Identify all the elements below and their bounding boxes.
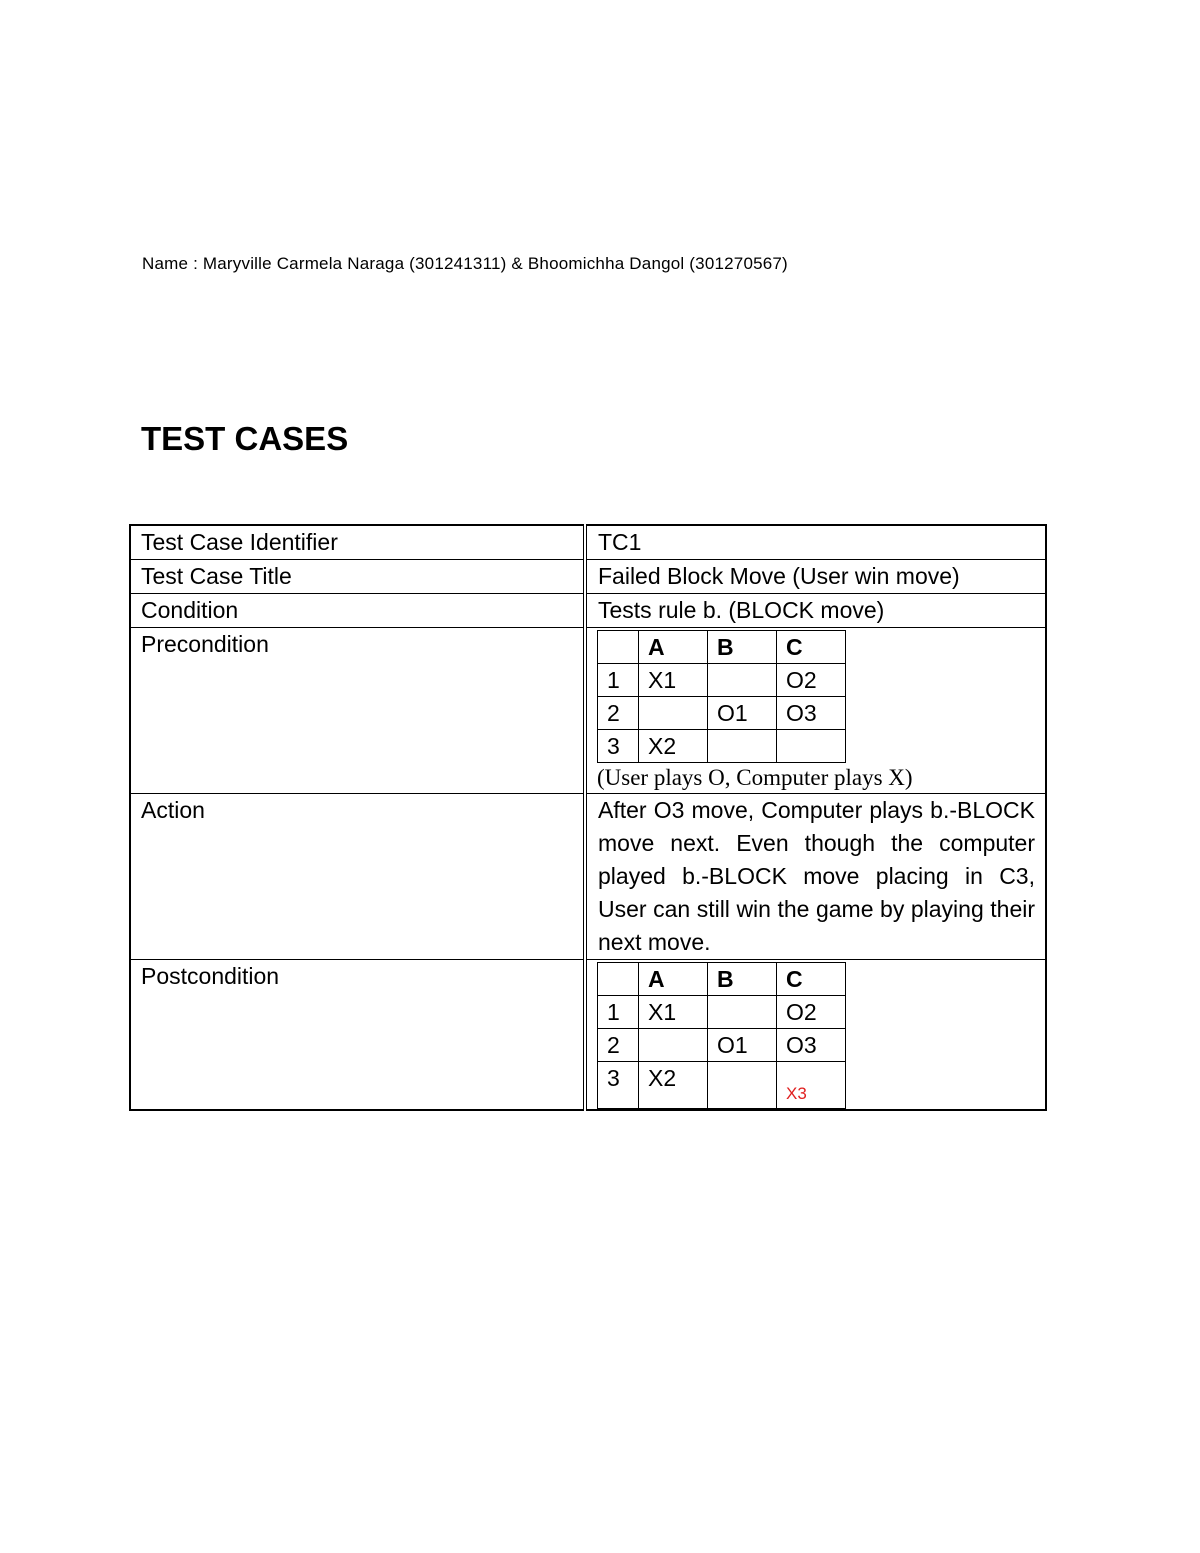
precondition-grid — [597, 630, 846, 763]
grid-header: A — [639, 963, 708, 996]
row-precondition — [130, 628, 1046, 794]
title-value: Failed Block Move (User win move) — [585, 560, 1046, 594]
grid-cell — [708, 664, 777, 697]
grid-header — [598, 631, 639, 664]
grid-cell: 2 — [598, 1029, 639, 1062]
grid-cell — [708, 730, 777, 763]
grid-header: B — [708, 963, 777, 996]
grid-cell: O1 — [708, 697, 777, 730]
grid-cell: X2 — [639, 730, 708, 763]
grid-cell: 3 — [598, 1062, 639, 1109]
grid-cell: 2 — [598, 697, 639, 730]
grid-header: C — [777, 963, 846, 996]
postcondition-grid — [597, 962, 846, 1109]
action-value: After O3 move, Computer plays b.-BLOCK move next. Even though the computer played b.-BLOCK move placing in C3, User can still win the game by playing their next move. — [585, 794, 1046, 960]
precondition-label: Precondition — [130, 628, 585, 794]
grid-cell: 3 — [598, 730, 639, 763]
postcondition-value — [585, 960, 1046, 1111]
row-title — [130, 560, 1046, 594]
identifier-value: TC1 — [585, 525, 1046, 560]
page-title: TEST CASES — [141, 420, 349, 457]
grid-cell: 1 — [598, 996, 639, 1029]
row-postcondition — [130, 960, 1046, 1111]
grid-cell: O3 — [777, 697, 846, 730]
grid-header: B — [708, 631, 777, 664]
precondition-value — [585, 628, 1046, 794]
grid-cell — [639, 697, 708, 730]
identifier-label: Test Case Identifier — [130, 525, 585, 560]
grid-cell: X1 — [639, 996, 708, 1029]
test-case-table — [129, 524, 1047, 1111]
condition-label: Condition — [130, 594, 585, 628]
grid-cell — [777, 730, 846, 763]
action-label: Action — [130, 794, 585, 960]
postcondition-label: Postcondition — [130, 960, 585, 1111]
grid-cell: 1 — [598, 664, 639, 697]
grid-cell — [639, 1029, 708, 1062]
precondition-note: (User plays O, Computer plays X) — [597, 765, 913, 790]
grid-cell: O2 — [777, 664, 846, 697]
grid-cell — [708, 1062, 777, 1109]
title-label: Test Case Title — [130, 560, 585, 594]
grid-header: C — [777, 631, 846, 664]
grid-header: A — [639, 631, 708, 664]
grid-cell-c3 — [777, 1062, 846, 1109]
row-condition — [130, 594, 1046, 628]
grid-cell — [708, 996, 777, 1029]
author-line: Name : Maryville Carmela Naraga (301241311) & Bhoomichha Dangol (301270567) — [142, 254, 788, 273]
grid-cell: O1 — [708, 1029, 777, 1062]
grid-cell: O3 — [777, 1029, 846, 1062]
row-action — [130, 794, 1046, 960]
grid-cell: X1 — [639, 664, 708, 697]
grid-header — [598, 963, 639, 996]
highlight-move: X3 — [786, 1084, 807, 1103]
row-identifier — [130, 525, 1046, 560]
grid-cell: X2 — [639, 1062, 708, 1109]
condition-value: Tests rule b. (BLOCK move) — [585, 594, 1046, 628]
grid-cell: O2 — [777, 996, 846, 1029]
